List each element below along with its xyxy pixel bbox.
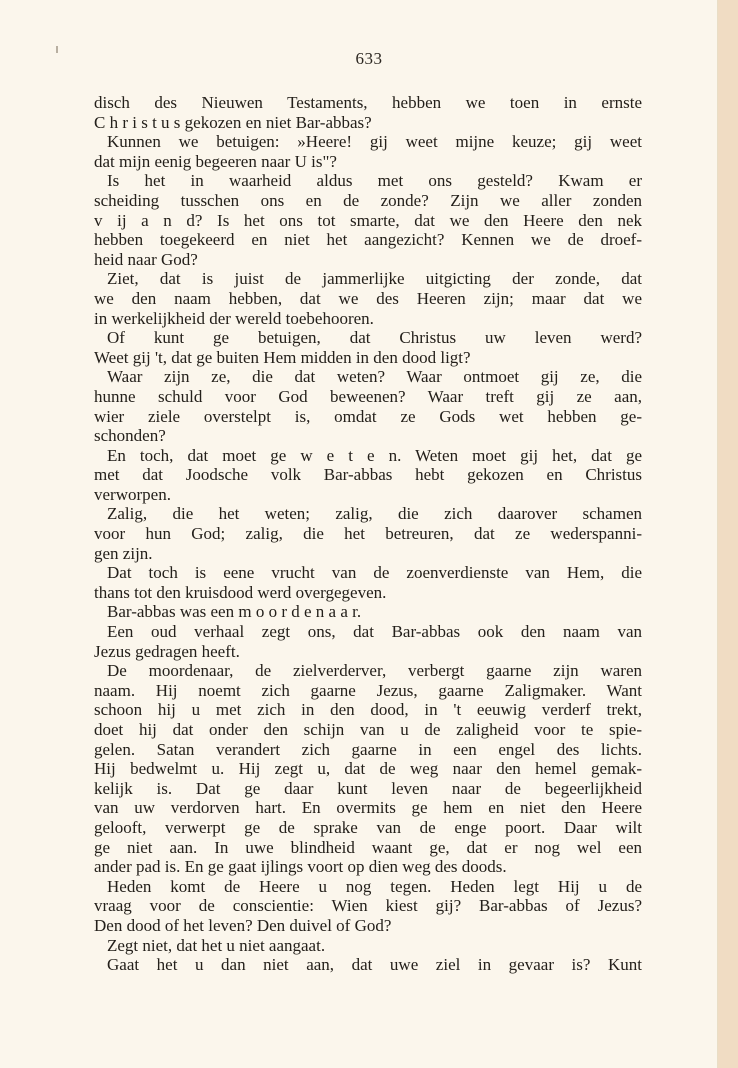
text-line: Jezus gedragen heeft.	[94, 641, 240, 661]
text-line: Gaat het u dan niet aan, dat uwe ziel in gevaar is? Kunt	[107, 955, 642, 975]
text-line: Is het in waarheid aldus met ons gesteld? Kwam er	[107, 171, 642, 191]
text-line: gelooft, verwerpt ge de sprake van de enge poort. Daar wilt	[94, 817, 642, 837]
text-line: Een oud verhaal zegt ons, dat Bar-abbas ook den naam van	[107, 622, 642, 642]
text-line: Zegt niet, dat het u niet aangaat.	[107, 935, 326, 955]
text-line: verworpen.	[94, 484, 171, 504]
text-line: Of kunt ge betuigen, dat Christus uw leven werd?	[107, 328, 642, 348]
text-line: hunne schuld voor God beweenen? Waar treft gij ze aan,	[94, 386, 642, 406]
body-text	[94, 93, 642, 975]
text-line: gelen. Satan verandert zich gaarne in een engel des lichts.	[94, 739, 642, 759]
text-line: disch des Nieuwen Testaments, hebben we toen in ernste	[94, 93, 642, 112]
text-line: heid naar God?	[94, 249, 198, 269]
text-line: Zalig, die het weten; zalig, die zich daarover schamen	[107, 504, 642, 524]
text-line: voor hun God; zalig, die het betreuren, dat ze wederspanni-	[94, 524, 642, 544]
text-line: vraag voor de conscientie: Wien kiest gij? Bar-abbas of Jezus?	[94, 896, 642, 916]
text-line: v ij a n d? Is het ons tot smarte, dat we den Heere den nek	[94, 210, 642, 230]
text-line: in werkelijkheid der wereld toebehooren.	[94, 308, 374, 328]
text-line: schonden?	[94, 426, 166, 446]
text-line: Waar zijn ze, die dat weten? Waar ontmoet gij ze, die	[107, 367, 642, 387]
text-line: met dat Joodsche volk Bar-abbas hebt gekozen en Christus	[94, 465, 642, 485]
text-line: wier ziele overstelpt is, omdat ze Gods wet hebben ge-	[94, 406, 642, 426]
text-line: gen zijn.	[94, 543, 153, 563]
text-line: hebben toegekeerd en niet het aangezicht? Kennen we de droef-	[94, 230, 642, 250]
text-line: dat mijn eenig begeeren naar U is"?	[94, 151, 337, 171]
text-line: Kunnen we betuigen: »Heere! gij weet mijne keuze; gij weet	[107, 132, 642, 152]
text-line: Den dood of het leven? Den duivel of God?	[94, 915, 392, 935]
text-line: we den naam hebben, dat we des Heeren zijn; maar dat we	[94, 288, 642, 308]
text-line: ge niet aan. In uwe blindheid waant ge, dat er nog wel een	[94, 837, 642, 857]
text-line: En toch, dat moet ge w e t e n. Weten moet gij het, dat ge	[107, 445, 642, 465]
text-line: Dat toch is eene vrucht van de zoenverdienste van Hem, die	[107, 563, 642, 583]
text-line: thans tot den kruisdood werd overgegeven.	[94, 582, 387, 602]
text-line: naam. Hij noemt zich gaarne Jezus, gaarne Zaligmaker. Want	[94, 680, 642, 700]
text-line: van uw verdorven hart. En overmits ge hem en niet den Heere	[94, 798, 642, 818]
text-line: Hij bedwelmt u. Hij zegt u, dat de weg naar den hemel gemak-	[94, 759, 642, 779]
text-line: doet hij dat onder den schijn van u de zaligheid voor te spie-	[94, 720, 642, 739]
text-line: Ziet, dat is juist de jammerlijke uitgicting der zonde, dat	[107, 269, 642, 289]
text-line: Heden komt de Heere u nog tegen. Heden legt Hij u de	[107, 876, 642, 896]
text-line: scheiding tusschen ons en de zonde? Zijn we aller zonden	[94, 190, 642, 210]
text-line: De moordenaar, de zielverderver, verbergt gaarne zijn waren	[107, 661, 642, 681]
page-number: 633	[355, 49, 383, 68]
text-line: Bar-abbas was een m o o r d e n a a r.	[107, 602, 362, 622]
text-line: Weet gij 't, dat ge buiten Hem midden in den dood ligt?	[94, 347, 471, 367]
text-line: ander pad is. En ge gaat ijlings voort op dien weg des doods.	[94, 857, 507, 877]
text-line: kelijk is. Dat ge daar kunt leven naar de begeerlijkheid	[94, 778, 642, 798]
text-line: schoon hij u met zich in den dood, in 't eeuwig verderf trekt,	[94, 700, 642, 720]
page-edge	[718, 0, 738, 1068]
text-line: C h r i s t u s gekozen en niet Bar-abbas?	[94, 112, 372, 132]
